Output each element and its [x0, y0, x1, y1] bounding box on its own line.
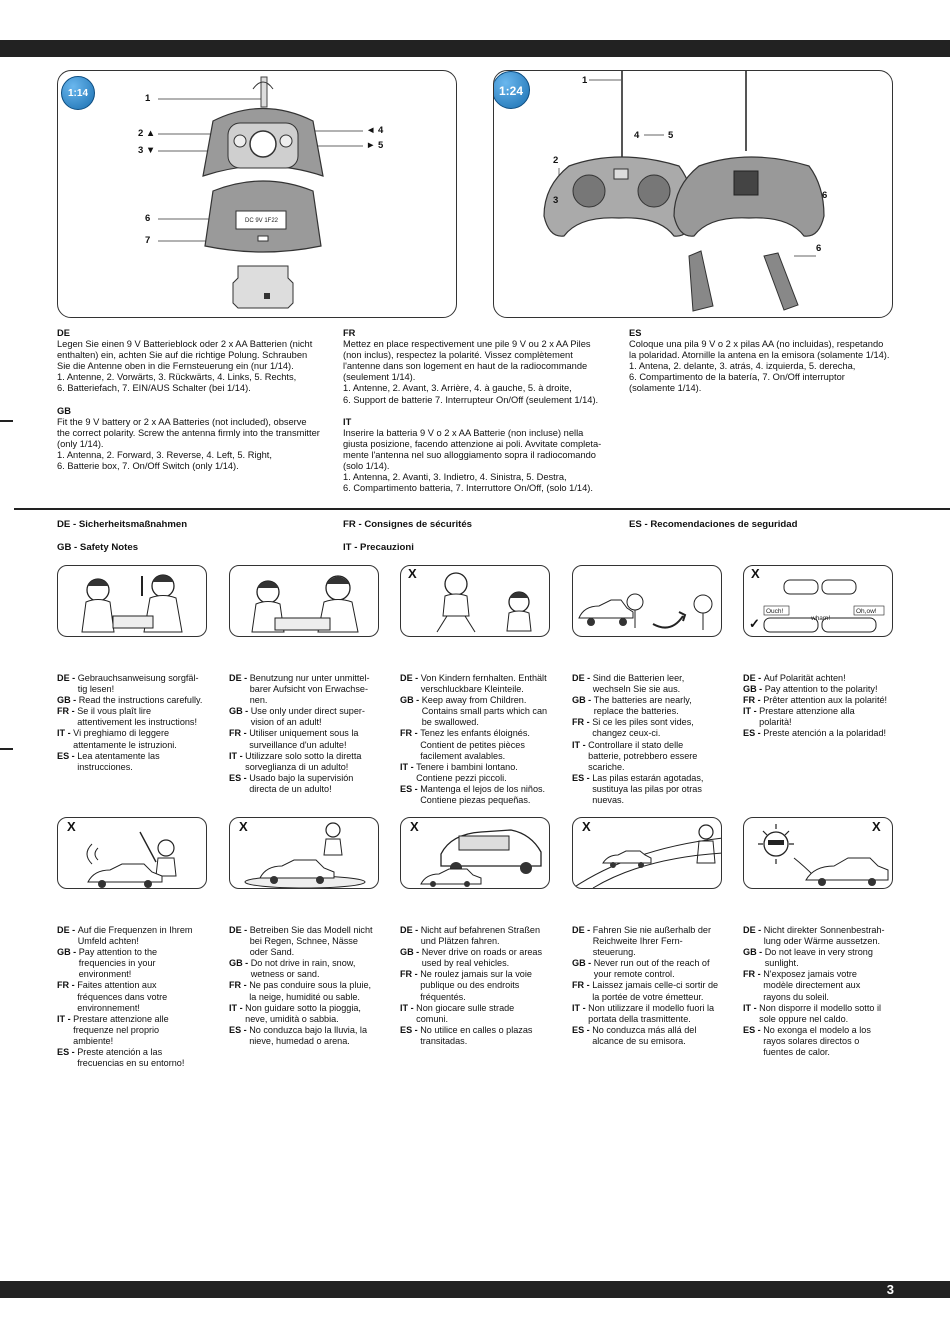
note-lang: DE -	[229, 673, 250, 683]
note-text: Non guidare sotto la pioggia, neve, umidità o sabbia.	[245, 1002, 361, 1024]
note-row	[743, 947, 895, 969]
page-number: 3	[886, 1282, 894, 1297]
picture-replace-batteries	[572, 565, 722, 637]
instr-gb-line: 1. Antenna, 2. Forward, 3. Reverse, 4. Left, 5. Right,	[57, 449, 272, 460]
callout-r4: 4	[634, 130, 640, 141]
callout-r6b: 6	[816, 243, 822, 254]
x-mark: X	[239, 819, 248, 834]
note-lang: FR -	[572, 717, 593, 728]
note-row	[57, 751, 209, 773]
note-text: Si ce les piles sont vides, changez ceux-ci.	[592, 717, 694, 739]
instr-gb-title: GB	[57, 405, 71, 416]
note-row	[57, 695, 209, 706]
note-row	[400, 728, 552, 761]
note-text: Sind die Batterien leer, wechseln Sie sie aus.	[592, 673, 685, 695]
note-lang: FR -	[57, 980, 78, 991]
note-row	[743, 969, 895, 1002]
picture-no-sunlight	[743, 817, 893, 889]
note-polarity	[743, 673, 895, 740]
instr-es-line: 1. Antena, 2. delante, 3. atrás, 4. izquierda, 5. derecha,	[629, 361, 856, 372]
note-lang: ES -	[572, 772, 593, 783]
note-lang: ES -	[229, 772, 250, 783]
note-lang: GB -	[572, 695, 594, 706]
note-text: Auf die Frequenzen in Ihrem Umfeld achten!	[77, 925, 193, 947]
note-text: Non giocare sulle strade comuni.	[416, 1002, 515, 1024]
note-lang: FR -	[400, 969, 421, 980]
instr-fr-line: 1. Antenne, 2. Avant, 3. Arrière, 4. à gauche, 5. à droite,	[343, 383, 572, 394]
x-mark: X	[751, 566, 760, 581]
note-text: Pay attention to the frequencies in your environment!	[78, 947, 158, 980]
note-row	[743, 706, 895, 728]
note-text: Nicht direkter Sonnenbestrah- lung oder Wärme aussetzen.	[763, 925, 885, 947]
note-lang: GB -	[572, 958, 594, 969]
instr-de-line: 6. Batteriefach, 7. EIN/AUS Schalter (bei 1/14).	[57, 383, 251, 394]
note-text: No utilice en calles o plazas transitadas.	[420, 1024, 533, 1046]
callout-r5: 5	[668, 130, 674, 141]
instr-es-title: ES	[629, 328, 642, 338]
instr-de-line: 1. Antenne, 2. Vorwärts, 3. Rückwärts, 4. Links, 5. Rechts,	[57, 372, 297, 383]
note-text: Benutzung nur unter unmittel- barer Aufsicht von Erwachse- nen.	[249, 673, 370, 706]
note-row	[743, 728, 895, 739]
note-lang: ES -	[572, 1024, 593, 1035]
note-row	[743, 1003, 895, 1025]
scale-badge-1-24: 1:24	[493, 71, 530, 109]
x-mark: X	[410, 819, 419, 834]
note-text: Non utilizzare il modello fuori la portata della trasmittente.	[588, 1002, 715, 1024]
note-text: Faites attention aux fréquences dans votre environnement!	[77, 980, 168, 1013]
instr-it-line: giusta posizione, facendo attenzione ai poli. Avvitate completa-	[343, 438, 602, 449]
note-text: Auf Polarität achten!	[763, 673, 846, 683]
note-lang: DE -	[743, 673, 764, 683]
note-row	[572, 980, 724, 1002]
note-row	[743, 673, 895, 684]
note-text: Betreiben Sie das Modell nicht bei Regen, Schnee, Nässe oder Sand.	[249, 925, 373, 958]
note-row	[229, 751, 381, 773]
safety-header-gb: GB - Safety Notes	[57, 542, 139, 553]
note-lang: ES -	[57, 750, 78, 761]
note-row	[572, 673, 724, 695]
side-mark-bottom	[0, 748, 13, 750]
note-row	[572, 1003, 724, 1025]
note-lang: IT -	[57, 728, 74, 739]
note-no-public-roads	[400, 925, 552, 1047]
x-mark: X	[872, 819, 881, 834]
note-row	[400, 762, 552, 784]
instr-gb-line: 6. Batterie box, 7. On/Off Switch (only 1/14).	[57, 461, 239, 472]
note-text: Tenere i bambini lontano. Contiene pezzi piccoli.	[416, 761, 518, 783]
note-text: Prestare attenzione alle frequenze nel proprio ambiente!	[73, 1013, 169, 1046]
safety-header-de: DE - Sicherheitsmaßnahmen	[57, 519, 188, 530]
instr-gb-line: Fit the 9 V battery or 2 x AA Batteries (not included), observe	[57, 416, 307, 427]
scale-badge-1-14: 1:14	[61, 76, 95, 110]
note-row	[400, 925, 552, 947]
note-text: Fahren Sie nie außerhalb der Reichweite Ihrer Fern- steuerung.	[592, 925, 712, 958]
note-no-rain-snow	[229, 925, 381, 1047]
note-text: Utiliser uniquement sous la surveillance d'un adulte!	[249, 728, 359, 750]
picture-out-of-range	[572, 817, 722, 889]
note-lang: ES -	[743, 1024, 764, 1035]
note-row	[400, 1003, 552, 1025]
picture-no-rain-snow	[229, 817, 379, 889]
note-row	[572, 925, 724, 958]
note-lang: ES -	[229, 1024, 250, 1035]
note-lang: GB -	[400, 695, 422, 706]
callout-r3: 3	[553, 195, 559, 206]
note-row	[572, 695, 724, 717]
section-divider	[14, 508, 950, 510]
instructions-de-gb	[57, 328, 337, 472]
instructions-es	[629, 328, 919, 395]
note-lang: DE -	[400, 925, 421, 935]
note-lang: FR -	[572, 980, 593, 991]
note-text: Preste atención a las frecuencias en su entorno!	[77, 1047, 185, 1069]
callout-1: 1	[145, 93, 151, 104]
note-text: Ne roulez jamais sur la voie publique ou des endroits fréquentés.	[420, 969, 532, 1002]
side-mark-top	[0, 420, 13, 422]
note-row	[743, 695, 895, 706]
note-text: Never drive on roads or areas used by real vehicles.	[421, 947, 543, 969]
note-lang: GB -	[400, 947, 422, 958]
note-lang: FR -	[229, 980, 250, 991]
battery-change-illustration	[573, 566, 722, 637]
note-row	[57, 673, 209, 695]
note-adult-supervision	[229, 673, 381, 795]
note-row	[400, 695, 552, 728]
instr-fr-line: Mettez en place respectivement une pile 9 V ou 2 x AA Piles	[343, 339, 591, 350]
note-read-instructions	[57, 673, 209, 773]
frequency-interference-illustration	[58, 818, 207, 889]
note-lang: FR -	[57, 706, 78, 717]
instr-it-line: mente l'antenna nel suo alloggiamento sopra il radiocomando	[343, 449, 596, 460]
instr-gb-line: (only 1/14).	[57, 438, 104, 449]
note-text: Nicht auf befahrenen Straßen und Plätzen fahren.	[420, 925, 541, 947]
note-lang: IT -	[743, 1002, 760, 1013]
note-lang: DE -	[57, 673, 78, 683]
note-row	[229, 1003, 381, 1025]
instr-es-line: 6. Compartimento de la batería, 7. On/Off interruptor	[629, 372, 845, 383]
note-row	[229, 728, 381, 750]
note-row	[400, 969, 552, 1002]
note-text: Preste atención a la polaridad!	[763, 728, 887, 739]
instr-es-line: (solamente 1/14).	[629, 383, 702, 394]
instr-it-title: IT	[343, 416, 352, 427]
note-text: Pay attention to the polarity!	[764, 684, 878, 695]
callout-6: 6	[145, 213, 151, 224]
note-text: Read the instructions carefully.	[78, 695, 203, 706]
note-lang: IT -	[400, 1002, 417, 1013]
note-row	[400, 784, 552, 806]
instr-it-line: 1. Antenna, 2. Avanti, 3. Indietro, 4. Sinistra, 5. Destra,	[343, 472, 567, 483]
note-row	[572, 740, 724, 773]
callout-5: ► 5	[366, 140, 384, 151]
wet-ground-car-illustration	[230, 818, 379, 889]
note-text: Prestare attenzione alla polarità!	[759, 706, 855, 728]
diagram-controller-1-14	[57, 70, 457, 318]
note-text: Gebrauchsanweisung sorgfäl- tig lesen!	[77, 673, 199, 695]
safety-header-fr: FR - Consignes de sécurités	[343, 519, 473, 530]
note-lang: IT -	[572, 1002, 589, 1013]
note-lang: ES -	[400, 1024, 421, 1035]
note-text: Las pilas estarán agotadas, sustituya las pilas por otras nuevas.	[592, 772, 704, 806]
note-lang: GB -	[229, 958, 251, 969]
note-no-sunlight	[743, 925, 895, 1058]
note-lang: GB -	[229, 706, 251, 717]
note-out-of-range	[572, 925, 724, 1047]
picture-no-public-roads	[400, 817, 550, 889]
note-row	[57, 728, 209, 750]
ouch-label: Ouch!	[766, 608, 784, 615]
instr-it-line: (solo 1/14).	[343, 461, 390, 472]
note-text: Se il vous plaît lire attentivement les instructions!	[77, 706, 198, 728]
x-mark: X	[582, 819, 591, 834]
instr-it-line: Inserire la batteria 9 V o 2 x AA Batterie (non incluse) nella	[343, 427, 584, 438]
note-row	[400, 947, 552, 969]
callout-r2: 2	[553, 155, 559, 166]
wham-label: wham!	[811, 615, 831, 622]
note-row	[743, 1025, 895, 1058]
note-text: No exonga el modelo a los rayos solares directos o fuentes de calor.	[763, 1024, 871, 1058]
battery-label: DC 9V 1F22	[245, 218, 279, 224]
note-lang: IT -	[229, 1002, 246, 1013]
note-text: Tenez les enfants éloignés. Contient de petites pièces facilement avalables.	[420, 728, 530, 761]
note-lang: FR -	[743, 969, 764, 980]
instr-fr-line: (seulement 1/14).	[343, 372, 416, 383]
note-row	[57, 706, 209, 728]
controller-1-14-drawing	[58, 71, 457, 318]
sun-car-illustration	[744, 818, 893, 889]
ohow-label: Oh,ow!	[856, 608, 877, 615]
instr-fr-title: FR	[343, 328, 356, 338]
note-text: Controllare il stato delle batterie, potrebbero essere scariche.	[588, 739, 698, 772]
note-lang: FR -	[400, 728, 421, 739]
note-text: Keep away from Children. Contains small parts which can be swallowed.	[421, 695, 548, 728]
instr-de-title: DE	[57, 328, 70, 338]
bottom-bar	[0, 1281, 950, 1298]
note-lang: DE -	[572, 673, 593, 683]
note-row	[572, 1025, 724, 1047]
note-text: Laissez jamais celle-ci sortir de la portée de votre émetteur.	[592, 980, 719, 1002]
note-row	[229, 1025, 381, 1047]
battery-polarity-illustration	[744, 566, 893, 637]
note-replace-batteries	[572, 673, 724, 806]
instr-fr-line: 6. Support de batterie 7. Interrupteur On/Off (seulement 1/14).	[343, 394, 599, 405]
instr-de-line: Legen Sie einen 9 V Batterieblock oder 2 x AA Batterien (nicht	[57, 339, 313, 350]
note-text: No conduzca más allá del alcance de su emisora.	[592, 1024, 697, 1046]
note-row	[743, 684, 895, 695]
note-text: N'exposez jamais votre modèle directement aux rayons du soleil.	[763, 969, 861, 1002]
note-row	[229, 673, 381, 706]
instr-it-line: 6. Compartimento batteria, 7. Interruttore On/Off, (solo 1/14).	[343, 483, 593, 494]
note-text: Never run out of the reach of your remote control.	[593, 958, 710, 980]
note-lang: GB -	[743, 947, 765, 958]
note-lang: DE -	[400, 673, 421, 683]
note-lang: ES -	[743, 728, 764, 739]
note-row	[572, 717, 724, 739]
callout-7: 7	[145, 235, 151, 246]
callout-2: 2 ▲	[138, 128, 156, 139]
note-lang: IT -	[572, 739, 589, 750]
safety-header-it: IT - Precauzioni	[343, 542, 414, 553]
note-row	[572, 958, 724, 980]
note-text: The batteries are nearly, replace the batteries.	[593, 695, 692, 717]
note-row	[57, 947, 209, 980]
instructions-fr-it	[343, 328, 623, 494]
picture-polarity	[743, 565, 893, 637]
note-lang: GB -	[57, 947, 79, 958]
note-lang: DE -	[229, 925, 250, 935]
diagram-controller-1-24	[493, 70, 893, 318]
note-lang: GB -	[743, 684, 765, 695]
callout-r6a: 6	[822, 190, 828, 201]
instr-de-line: enthalten) ein, achten Sie auf die richtige Polung. Schrauben	[57, 350, 308, 361]
note-lang: ES -	[57, 1047, 78, 1058]
note-lang: FR -	[229, 728, 250, 739]
car-leaving-range-illustration	[573, 818, 722, 889]
note-text: Non disporre il modello sotto il sole oppure nel caldo.	[759, 1002, 881, 1024]
note-text: Vi preghiamo di leggere attentamente le istruzioni.	[73, 728, 177, 750]
note-lang: DE -	[57, 925, 78, 935]
note-row	[400, 673, 552, 695]
instr-de-line: Sie die Antenne oben in die Fernsteuerung ein (nur 1/14).	[57, 361, 294, 372]
child-swallow-illustration	[401, 566, 550, 637]
note-row	[229, 925, 381, 958]
note-row	[57, 980, 209, 1013]
note-lang: ES -	[400, 783, 421, 794]
instr-es-line: Coloque una pila 9 V o 2 x pilas AA (no incluidas), respetando	[629, 339, 884, 350]
note-frequencies	[57, 925, 209, 1069]
callout-3: 3 ▼	[138, 145, 156, 156]
note-text: Lea atentamente las instrucciones.	[77, 750, 160, 772]
note-text: Von Kindern fernhalten. Enthält verschluckbare Kleinteile.	[420, 673, 547, 695]
callout-r1: 1	[582, 75, 588, 86]
picture-frequencies	[57, 817, 207, 889]
note-row	[229, 773, 381, 795]
note-row	[57, 1047, 209, 1069]
x-mark: X	[408, 566, 417, 581]
note-row	[400, 1025, 552, 1047]
picture-keep-away-children	[400, 565, 550, 637]
note-lang: GB -	[57, 695, 79, 706]
note-row	[743, 925, 895, 947]
note-row	[572, 773, 724, 806]
adult-child-illustration	[230, 566, 379, 637]
people-reading-illustration	[58, 566, 207, 637]
note-text: Mantenga el lejos de los niños. Contiene piezas pequeñas.	[420, 783, 546, 806]
note-lang: DE -	[743, 925, 764, 935]
note-text: Utilizzare solo sotto la diretta sorveglianza di un adulto!	[245, 750, 362, 772]
big-car-small-car-illustration	[401, 818, 550, 889]
note-row	[229, 706, 381, 728]
note-text: Do not leave in very strong sunlight.	[764, 947, 873, 969]
check-mark: ✓	[749, 616, 760, 631]
note-row	[229, 980, 381, 1002]
note-text: Do not drive in rain, snow, wetness or sand.	[250, 958, 356, 980]
note-text: No conduzca bajo la lluvia, la nieve, humedad o arena.	[249, 1024, 368, 1046]
note-lang: IT -	[57, 1013, 74, 1024]
x-mark: X	[67, 819, 76, 834]
note-keep-away-children	[400, 673, 552, 806]
note-lang: FR -	[743, 695, 764, 706]
note-text: Ne pas conduire sous la pluie, la neige, humidité ou sable.	[249, 980, 372, 1002]
safety-header-es: ES - Recomendaciones de seguridad	[629, 519, 798, 530]
note-lang: IT -	[229, 750, 246, 761]
picture-read-instructions	[57, 565, 207, 637]
note-lang: IT -	[400, 761, 417, 772]
picture-adult-supervision	[229, 565, 379, 637]
note-row	[57, 925, 209, 947]
note-text: Prêter attention aux la polarité!	[763, 695, 888, 706]
instr-gb-line: the correct polarity. Screw the antenna firmly into the transmitter	[57, 427, 320, 438]
instr-fr-line: l'antenne dans son logement en haut de la radiocommande	[343, 361, 588, 372]
note-lang: DE -	[572, 925, 593, 935]
note-text: Usado bajo la supervisión directa de un adulto!	[249, 772, 354, 794]
note-text: Use only under direct super- vision of an adult!	[250, 706, 365, 728]
note-row	[57, 1014, 209, 1047]
top-bar	[0, 40, 950, 57]
instr-fr-line: (non inclus), respectez la polarité. Vissez complètement	[343, 350, 573, 361]
note-row	[229, 958, 381, 980]
callout-4: ◄ 4	[366, 125, 384, 136]
note-lang: IT -	[743, 706, 760, 717]
instr-es-line: la polaridad. Atornille la antena en la emisora (solamente 1/14).	[629, 350, 890, 361]
